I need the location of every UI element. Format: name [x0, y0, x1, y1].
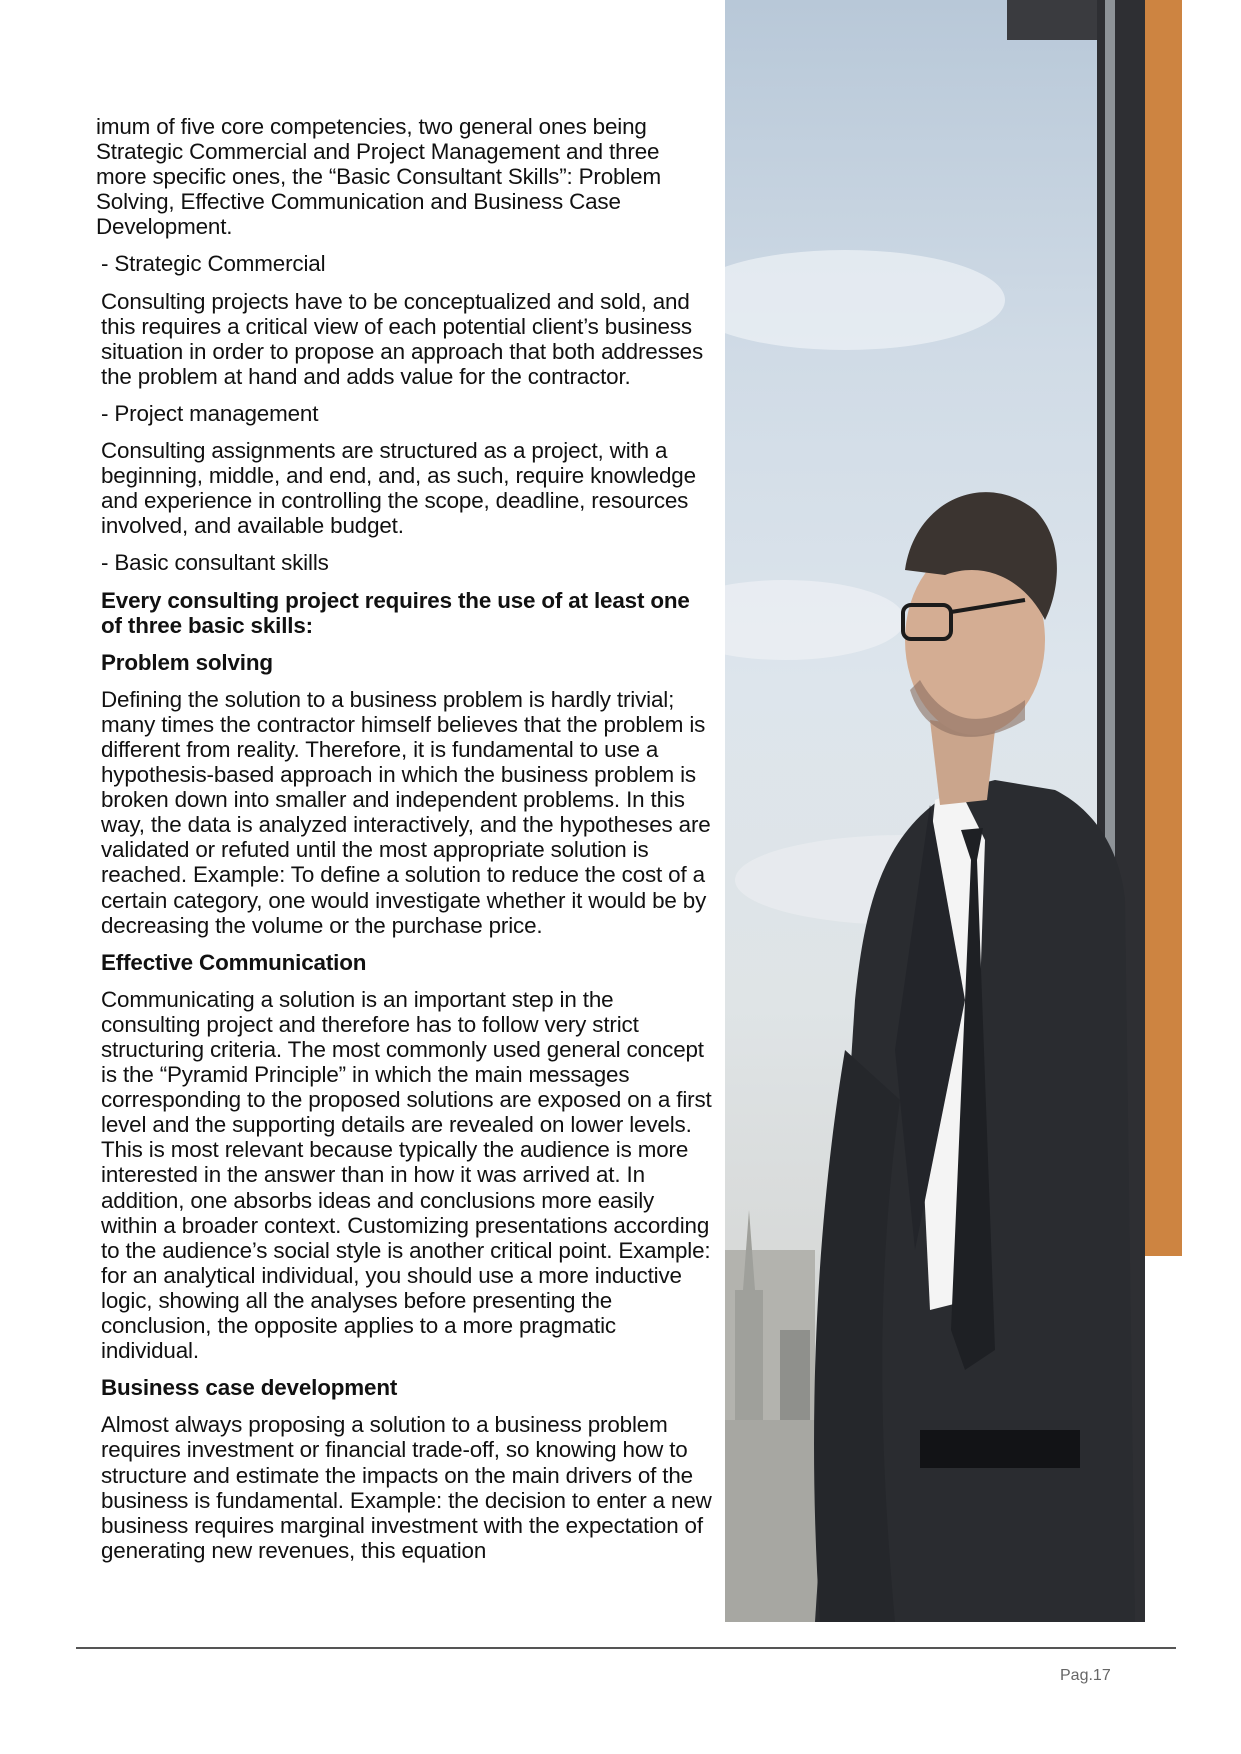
section-heading-strategic-commercial: - Strategic Commercial [101, 251, 326, 277]
paragraph: Consulting assignments are structured as a project, with a beginning, middle, and end, and, as such, require knowledge and experience in controlling the scope, deadline, resources involved, and available budget. [101, 438, 696, 539]
businessman-window-photo [725, 0, 1145, 1622]
subheading-business-case-development: Business case development [101, 1375, 398, 1401]
paragraph: Consulting projects have to be conceptualized and sold, and this requires a critical view of each potential client’s business situation in order to propose an approach that both addresses the problem at hand and adds value for the contractor. [101, 288, 704, 389]
article-body [96, 114, 712, 1575]
bold-lead-paragraph: Every consulting project requires the use of at least one of three basic skills: [101, 587, 690, 638]
paragraph: Communicating a solution is an important step in the consulting project and therefore has to follow very strict structuring criteria. The most commonly used general concept is the “Pyramid Principle” in which the main messages corresponding to the proposed solutions are exposed on a first level and the supporting details are revealed on lower levels. This is most relevant because typically the audience is more interested in the answer than in how it was arrived at. In addition, one absorbs ideas and conclusions more easily within a broader context. Customizing presentations according to the audience’s social style is another critical point. Example: for an analytical individual, you should use a more inductive logic, showing all the analyses before presenting the conclusion, the opposite applies to a more pragmatic individual. [101, 986, 712, 1364]
paragraph: Defining the solution to a business problem is hardly trivial; many times the contractor himself believes that the problem is different from reality. Therefore, it is fundamental to use a hypothesis-based approach in which the business problem is broken down into smaller and independent problems. In this way, the data is analyzed interactively, and the hypotheses are validated or refuted until the most appropriate solution is reached. Example: To define a solution to reduce the cost of a certain category, one would investigate whether it would be by decreasing the volume or the purchase price. [101, 686, 711, 938]
section-heading-project-management: - Project management [101, 400, 319, 426]
section-heading-basic-consultant-skills: - Basic consultant skills [101, 550, 329, 576]
paragraph: Almost always proposing a solution to a business problem requires investment or financial trade-off, so knowing how to structure and estimate the impacts on the main drivers of the business is fundamental. Example: the decision to enter a new business requires marginal investment with the expectation of generating new revenues, this equation [101, 1412, 712, 1563]
footer-divider [76, 1647, 1176, 1649]
page-number: Pag.17 [1060, 1667, 1111, 1684]
subheading-problem-solving: Problem solving [101, 649, 273, 675]
paragraph: imum of five core competencies, two general ones being Strategic Commercial and Project Management and three more specific ones, the “Basic Consultant Skills”: Problem Solving, Effective Communication and Business Case Development. [96, 114, 661, 240]
accent-bar [1145, 0, 1182, 1256]
subheading-effective-communication: Effective Communication [101, 949, 367, 975]
